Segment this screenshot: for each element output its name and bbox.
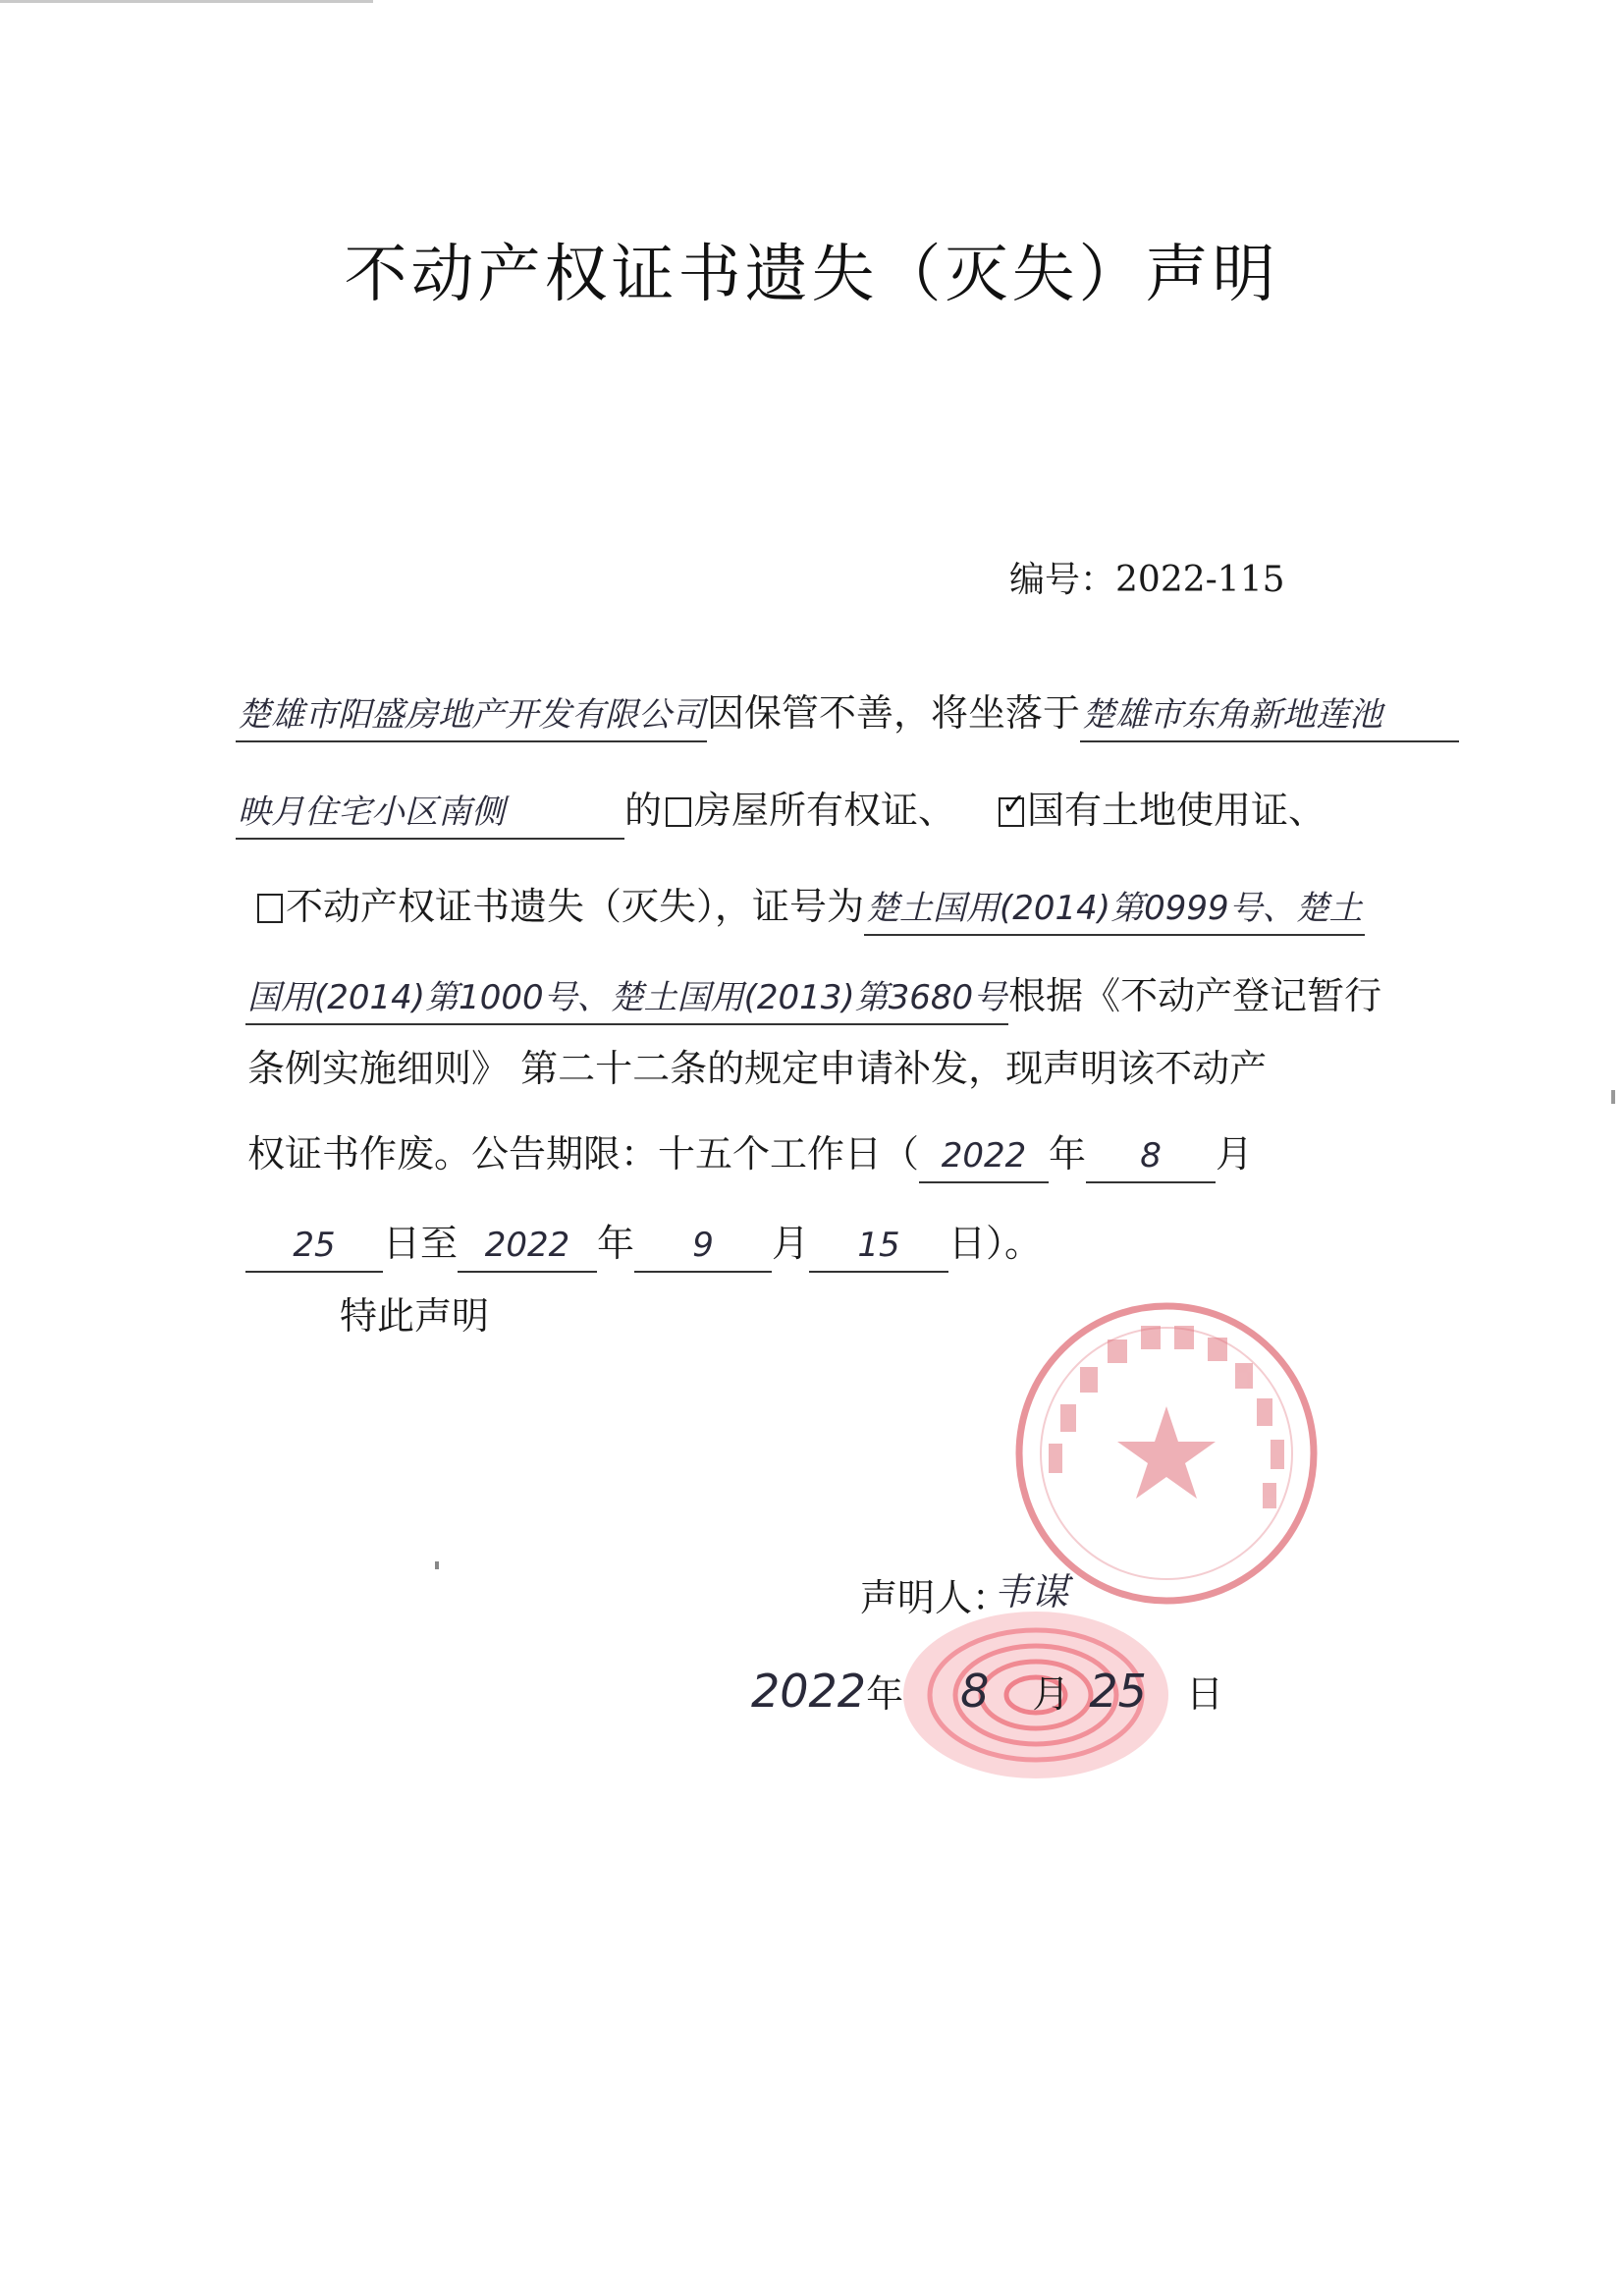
signature-day: 25	[1089, 1665, 1147, 1718]
body-line-4	[245, 966, 1381, 1025]
document-title: 不动产权证书遗失（灭失）声明	[344, 239, 1279, 311]
declarant-signature: 韦谋	[994, 1570, 1069, 1613]
document-number	[1009, 552, 1285, 602]
end-day: 15	[809, 1220, 948, 1273]
scan-speck	[1611, 1090, 1615, 1104]
start-month: 8	[1086, 1130, 1216, 1183]
owner-name: 楚雄市阳盛房地产开发有限公司	[236, 689, 707, 742]
body-line-2	[236, 781, 1325, 840]
land-cert-option: 国有土地使用证、	[1027, 789, 1326, 832]
body-line-6	[247, 1124, 1253, 1183]
signature-year-unit: 年	[866, 1672, 904, 1716]
signature-month: 8	[960, 1665, 990, 1718]
end-year: 2022	[458, 1220, 597, 1273]
end-month-unit: 月	[772, 1222, 810, 1265]
location-part-1: 楚雄市东角新地莲池	[1080, 689, 1459, 742]
reason-text: 因保管不善，将坐落于	[707, 691, 1081, 735]
certificate-number-part-2: 国用(2014)第1000号、楚土国用(2013)第3680号	[245, 972, 1008, 1025]
start-day: 25	[245, 1220, 383, 1273]
declarant-label: 声明人：	[860, 1576, 1010, 1619]
start-year: 2022	[919, 1130, 1049, 1183]
location-part-2: 映月住宅小区南侧	[236, 787, 624, 840]
document-number-label: 编号：	[1009, 560, 1116, 600]
body-line-7	[245, 1214, 1042, 1273]
end-year-unit: 年	[597, 1222, 635, 1265]
scan-edge	[0, 0, 373, 3]
scan-speck	[435, 1561, 439, 1569]
day-to-text: 日至	[383, 1222, 459, 1265]
period-text: 权证书作废。公告期限：十五个工作日（	[247, 1132, 920, 1175]
certificate-number-part-1: 楚土国用(2014)第0999号、楚土	[864, 883, 1365, 936]
end-day-text: 日）。	[948, 1222, 1043, 1265]
body-line-3	[253, 877, 1365, 936]
of-text: 的	[624, 789, 663, 832]
estate-cert-option: 不动产权证书遗失（灭失），证号为	[286, 885, 865, 928]
start-month-unit: 月	[1216, 1132, 1254, 1175]
signature-year: 2022	[751, 1665, 867, 1718]
start-year-unit: 年	[1049, 1132, 1087, 1175]
end-month: 9	[634, 1220, 772, 1273]
signature-month-unit: 月	[1032, 1672, 1070, 1716]
estate-cert-checkbox	[257, 894, 283, 923]
land-cert-checkbox	[999, 797, 1024, 827]
body-line-5: 条例实施细则》 第二十二条的规定申请补发，现声明该不动产	[247, 1047, 1268, 1090]
hereby-declare: 特此声明	[340, 1294, 490, 1338]
document-number-value: 2022-115	[1115, 560, 1285, 600]
signature-date	[751, 1662, 1223, 1721]
basis-text: 根据《不动产登记暂行	[1008, 974, 1382, 1017]
body-line-1	[236, 683, 1459, 742]
house-cert-option: 房屋所有权证、	[694, 789, 956, 832]
house-cert-checkbox	[666, 797, 691, 827]
signature-day-unit: 日	[1185, 1672, 1223, 1716]
